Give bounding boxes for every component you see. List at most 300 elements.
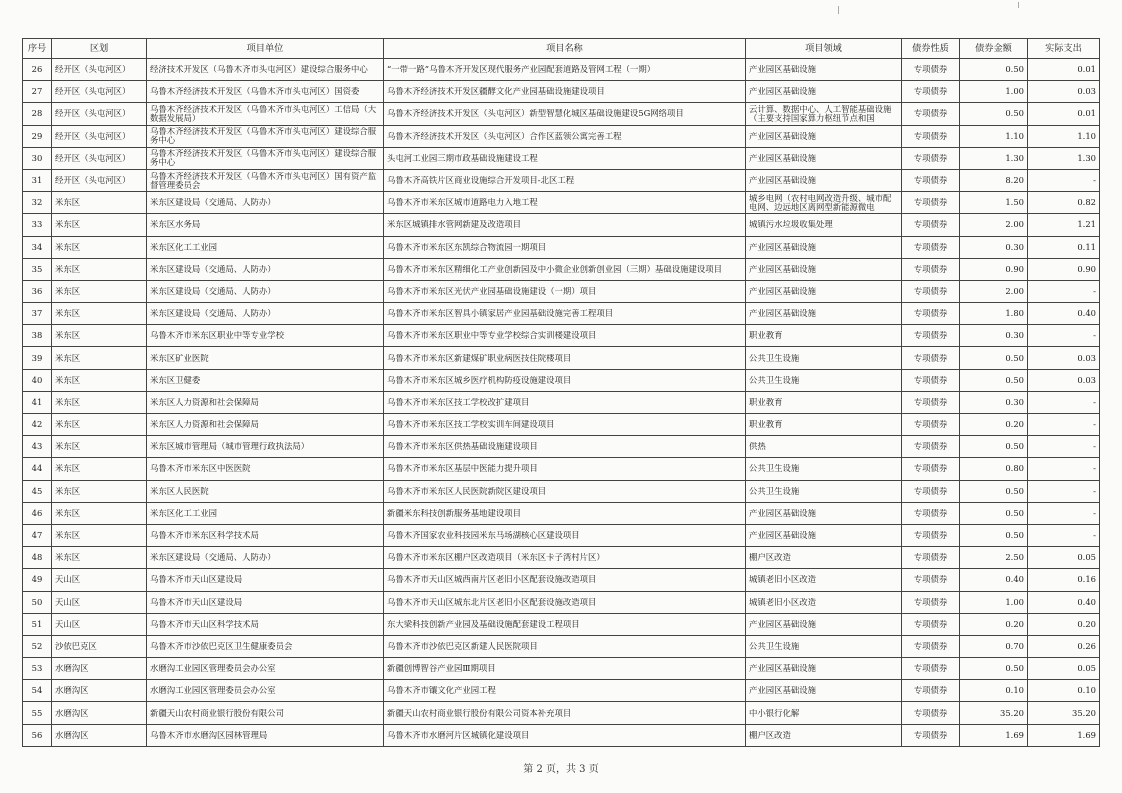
cell-text: 新疆米东科技创新服务基地建设项目	[387, 508, 521, 518]
cell-text: 34	[31, 242, 43, 252]
cell-text: 乌鲁木齐市天山区科学技术局	[150, 619, 259, 629]
district-cell	[52, 658, 147, 680]
cell-text: 0.50	[1005, 353, 1024, 363]
project-unit-cell	[147, 547, 384, 569]
header-cell: 项目领域	[746, 39, 902, 59]
row-number-cell	[23, 125, 52, 147]
district-cell	[52, 591, 147, 613]
cell-text: 56	[31, 730, 43, 740]
row-number-cell	[23, 391, 52, 413]
project-field-cell	[746, 414, 902, 436]
project-unit-cell	[147, 458, 384, 480]
project-field-cell	[746, 169, 902, 191]
cell-text: 经济技术开发区（乌鲁木齐市头屯河区）建设综合服务中心	[150, 65, 368, 75]
cell-text: 乌鲁木齐市天山区城西南片区老旧小区配套设施改造项目	[387, 575, 597, 585]
cell-text: 新疆创博智谷产业园Ⅲ期项目	[387, 664, 496, 674]
cell-text: 0.01	[1077, 109, 1096, 119]
actual-spend-cell	[1028, 192, 1100, 214]
project-field-cell	[746, 347, 902, 369]
cell-text: 产业园区基础设施	[749, 686, 816, 696]
table-row	[23, 369, 1100, 391]
cell-text: 46	[31, 508, 43, 518]
project-name-cell	[384, 303, 746, 325]
project-field-cell	[746, 214, 902, 236]
cell-text: 专项债券	[913, 65, 948, 75]
cell-text: 1.10	[1005, 131, 1024, 141]
cell-text: 米东区	[55, 486, 81, 496]
district-cell	[52, 436, 147, 458]
cell-text: 0.50	[1005, 508, 1024, 518]
table-row	[23, 347, 1100, 369]
cell-text: 专项债券	[913, 286, 948, 296]
cell-text: 乌鲁木齐市米东区基层中医能力提升项目	[387, 464, 538, 474]
row-number-cell	[23, 613, 52, 635]
cell-text: 经开区（头屯河区）	[55, 176, 131, 186]
cell-text: 水磨沟区	[55, 686, 89, 696]
table-row	[23, 480, 1100, 502]
table-row	[23, 303, 1100, 325]
project-unit-cell	[147, 214, 384, 236]
actual-spend-cell	[1028, 103, 1100, 125]
bond-type-cell	[902, 702, 960, 724]
cell-text: 职业教育	[749, 331, 783, 341]
cell-text: 专项债券	[913, 397, 948, 407]
cell-text: 乌鲁木齐市镶文化产业园工程	[387, 686, 496, 696]
cell-text: 0.16	[1077, 575, 1096, 585]
bond-type-cell	[902, 658, 960, 680]
table-row	[23, 702, 1100, 724]
cell-text: 乌鲁木齐市米东区技工学校实训车间建设项目	[387, 420, 555, 430]
cell-text: 米东区	[55, 531, 81, 541]
cell-text: 米东区	[55, 553, 81, 563]
cell-text: 公共卫生设施	[749, 375, 800, 385]
project-unit-cell	[147, 280, 384, 302]
cell-text: 棚户区改造	[749, 730, 791, 740]
district-cell	[52, 192, 147, 214]
bond-amount-cell	[960, 236, 1028, 258]
table-row	[23, 236, 1100, 258]
bond-amount-cell	[960, 569, 1028, 591]
cell-text: 天山区	[55, 619, 81, 629]
debt-project-table	[22, 38, 1100, 747]
project-unit-cell	[147, 169, 384, 191]
district-cell	[52, 480, 147, 502]
bond-amount-cell	[960, 103, 1028, 125]
cell-text: -	[1093, 531, 1096, 541]
district-cell	[52, 369, 147, 391]
cell-text: 0.05	[1077, 553, 1096, 563]
project-field-cell	[746, 436, 902, 458]
cell-text: 水磨沟工业园区管理委员会办公室	[150, 664, 276, 674]
cell-text: 专项债券	[913, 575, 948, 585]
header-cell: 项目名称	[384, 39, 746, 59]
row-number-cell	[23, 724, 52, 746]
cell-text: 经开区（头屯河区）	[55, 109, 131, 119]
bond-amount-cell	[960, 81, 1028, 103]
project-name-cell	[384, 103, 746, 125]
scan-mark	[1018, 2, 1019, 8]
table-row	[23, 635, 1100, 657]
bond-amount-cell	[960, 613, 1028, 635]
project-name-cell	[384, 214, 746, 236]
cell-text: 38	[31, 331, 43, 341]
project-field-cell	[746, 724, 902, 746]
scan-mark	[838, 6, 839, 14]
table-row	[23, 59, 1100, 81]
cell-text: 天山区	[55, 597, 81, 607]
project-field-cell	[746, 569, 902, 591]
cell-text: 米东区	[55, 331, 81, 341]
cell-text: 乌鲁木齐经济技术开发区（乌鲁木齐市头屯河区）国有资产监督管理委员会	[150, 171, 377, 190]
cell-text: 专项债券	[913, 686, 948, 696]
cell-text: 专项债券	[913, 619, 948, 629]
district-cell	[52, 414, 147, 436]
cell-text: 乌鲁木齐市米东区棚户区改造项目（米东区卡子湾村片区）	[387, 553, 605, 563]
actual-spend-cell	[1028, 59, 1100, 81]
district-cell	[52, 569, 147, 591]
district-cell	[52, 325, 147, 347]
table-row	[23, 81, 1100, 103]
cell-text: 产业园区基础设施	[749, 264, 816, 274]
table-row	[23, 280, 1100, 302]
table-row	[23, 192, 1100, 214]
table-row	[23, 613, 1100, 635]
project-unit-cell	[147, 236, 384, 258]
cell-text: 职业教育	[749, 420, 783, 430]
district-cell	[52, 169, 147, 191]
project-name-cell	[384, 280, 746, 302]
project-field-cell	[746, 125, 902, 147]
actual-spend-cell	[1028, 436, 1100, 458]
bond-amount-cell	[960, 258, 1028, 280]
district-cell	[52, 347, 147, 369]
project-unit-cell	[147, 103, 384, 125]
header-cell: 序号	[23, 39, 52, 59]
bond-type-cell	[902, 125, 960, 147]
cell-text: 0.50	[1005, 664, 1024, 674]
cell-text: -	[1093, 176, 1096, 186]
header-cell: 区划	[52, 39, 147, 59]
table-row	[23, 414, 1100, 436]
cell-text: 0.90	[1005, 264, 1024, 274]
district-cell	[52, 236, 147, 258]
cell-text: 水磨沟区	[55, 730, 89, 740]
table-row	[23, 569, 1100, 591]
cell-text: 城镇老旧小区改造	[749, 575, 816, 585]
district-cell	[52, 125, 147, 147]
cell-text: 2.00	[1005, 286, 1024, 296]
cell-text: 44	[31, 464, 43, 474]
table-row	[23, 325, 1100, 347]
cell-text: 乌鲁木齐市沙依巴克区卫生健康委员会	[150, 641, 293, 651]
cell-text: 乌鲁木齐市米东区职业中等专业学校	[150, 331, 284, 341]
cell-text: 米东区	[55, 353, 81, 363]
project-name-cell	[384, 436, 746, 458]
cell-text: 专项债券	[913, 664, 948, 674]
cell-text: 经开区（头屯河区）	[55, 131, 131, 141]
cell-text: 0.20	[1005, 420, 1024, 430]
project-field-cell	[746, 658, 902, 680]
actual-spend-cell	[1028, 169, 1100, 191]
bond-type-cell	[902, 192, 960, 214]
table-row	[23, 147, 1100, 169]
cell-text: -	[1093, 286, 1096, 296]
cell-text: 公共卫生设施	[749, 353, 800, 363]
cell-text: 0.26	[1077, 641, 1096, 651]
district-cell	[52, 702, 147, 724]
row-number-cell	[23, 591, 52, 613]
cell-text: 米东区卫健委	[150, 375, 201, 385]
actual-spend-cell	[1028, 502, 1100, 524]
project-name-cell	[384, 391, 746, 413]
cell-text: 公共卫生设施	[749, 641, 800, 651]
header-cell: 债券金额	[960, 39, 1028, 59]
table-row	[23, 724, 1100, 746]
project-unit-cell	[147, 258, 384, 280]
cell-text: 米东区	[55, 220, 81, 230]
row-number-cell	[23, 436, 52, 458]
project-unit-cell	[147, 147, 384, 169]
project-name-cell	[384, 258, 746, 280]
bond-amount-cell	[960, 414, 1028, 436]
cell-text: 乌鲁木齐市米东区人民医院新院区建设项目	[387, 486, 547, 496]
project-unit-cell	[147, 480, 384, 502]
cell-text: 0.50	[1005, 65, 1024, 75]
cell-text: 产业园区基础设施	[749, 131, 816, 141]
header-cell: 项目单位	[147, 39, 384, 59]
cell-text: 米东区	[55, 442, 81, 452]
project-name-cell	[384, 125, 746, 147]
cell-text: 0.90	[1077, 264, 1096, 274]
table-row	[23, 258, 1100, 280]
cell-text: 1.69	[1077, 730, 1096, 740]
row-number-cell	[23, 347, 52, 369]
cell-text: 乌鲁木齐市米东区智具小镇家居产业园基础设施完善工程项目	[387, 309, 614, 319]
row-number-cell	[23, 147, 52, 169]
cell-text: 米东区人力资源和社会保障局	[150, 420, 259, 430]
cell-text: 米东区	[55, 397, 81, 407]
bond-type-cell	[902, 303, 960, 325]
cell-text: 0.03	[1077, 353, 1096, 363]
project-field-cell	[746, 280, 902, 302]
bond-amount-cell	[960, 591, 1028, 613]
project-name-cell	[384, 369, 746, 391]
cell-text: 35.20	[1072, 708, 1096, 718]
cell-text: 乌鲁木齐经济技术开发区疆酵文化产业园基础设施建设项目	[387, 87, 605, 97]
project-name-cell	[384, 236, 746, 258]
cell-text: 东大梁科技创新产业园及基础设施配套建设工程项目	[387, 619, 580, 629]
project-field-cell	[746, 258, 902, 280]
project-unit-cell	[147, 635, 384, 657]
district-cell	[52, 258, 147, 280]
row-number-cell	[23, 480, 52, 502]
actual-spend-cell	[1028, 81, 1100, 103]
cell-text: 新疆天山农村商业银行股份有限公司资本补充项目	[387, 708, 572, 718]
cell-text: 新疆天山农村商业银行股份有限公司	[150, 708, 284, 718]
cell-text: 1.69	[1005, 730, 1024, 740]
project-field-cell	[746, 458, 902, 480]
cell-text: 经开区（头屯河区）	[55, 153, 131, 163]
project-name-cell	[384, 702, 746, 724]
bond-amount-cell	[960, 280, 1028, 302]
cell-text: 专项债券	[913, 375, 948, 385]
district-cell	[52, 214, 147, 236]
cell-text: 专项债券	[913, 309, 948, 319]
cell-text: 49	[31, 575, 43, 585]
table-body	[23, 59, 1100, 747]
cell-text: 0.50	[1005, 109, 1024, 119]
actual-spend-cell	[1028, 414, 1100, 436]
bond-type-cell	[902, 280, 960, 302]
project-unit-cell	[147, 391, 384, 413]
table-row	[23, 103, 1100, 125]
cell-text: 专项债券	[913, 264, 948, 274]
project-name-cell	[384, 547, 746, 569]
bond-amount-cell	[960, 702, 1028, 724]
cell-text: 47	[31, 531, 43, 541]
project-field-cell	[746, 480, 902, 502]
project-name-cell	[384, 81, 746, 103]
project-field-cell	[746, 591, 902, 613]
header-cell: 实际支出	[1028, 39, 1100, 59]
row-number-cell	[23, 81, 52, 103]
cell-text: 35.20	[1000, 708, 1024, 718]
actual-spend-cell	[1028, 280, 1100, 302]
bond-amount-cell	[960, 303, 1028, 325]
cell-text: 米东区建设局（交通局、人防办）	[150, 264, 276, 274]
cell-text: 职业教育	[749, 397, 783, 407]
cell-text: 45	[31, 486, 43, 496]
bond-amount-cell	[960, 480, 1028, 502]
bond-amount-cell	[960, 325, 1028, 347]
cell-text: 水磨沟区	[55, 708, 89, 718]
cell-text: 29	[31, 131, 43, 141]
cell-text: 乌鲁木齐市天山区城东北片区老旧小区配套设施改造项目	[387, 597, 597, 607]
bond-amount-cell	[960, 502, 1028, 524]
cell-text: 天山区	[55, 575, 81, 585]
actual-spend-cell	[1028, 613, 1100, 635]
cell-text: 0.10	[1077, 686, 1096, 696]
project-name-cell	[384, 458, 746, 480]
bond-type-cell	[902, 103, 960, 125]
cell-text: 城镇老旧小区改造	[749, 597, 816, 607]
project-field-cell	[746, 524, 902, 546]
cell-text: 米东区	[55, 508, 81, 518]
cell-text: 专项债券	[913, 420, 948, 430]
district-cell	[52, 635, 147, 657]
cell-text: 沙依巴克区	[55, 641, 97, 651]
cell-text: 1.00	[1005, 87, 1024, 97]
district-cell	[52, 303, 147, 325]
district-cell	[52, 680, 147, 702]
actual-spend-cell	[1028, 303, 1100, 325]
actual-spend-cell	[1028, 702, 1100, 724]
cell-text: 乌鲁木齐经济技术开发区（乌鲁木齐市头屯河区）建设综合服务中心	[150, 127, 377, 146]
cell-text: 28	[31, 109, 43, 119]
project-name-cell	[384, 347, 746, 369]
project-unit-cell	[147, 414, 384, 436]
cell-text: 0.40	[1077, 597, 1096, 607]
cell-text: 乌鲁木齐高铁片区商业设施综合开发项目-北区工程	[387, 176, 575, 186]
row-number-cell	[23, 236, 52, 258]
project-field-cell	[746, 192, 902, 214]
project-unit-cell	[147, 59, 384, 81]
cell-text: 31	[31, 176, 43, 186]
cell-text: 0.40	[1077, 309, 1096, 319]
row-number-cell	[23, 325, 52, 347]
table-row	[23, 658, 1100, 680]
project-name-cell	[384, 192, 746, 214]
district-cell	[52, 613, 147, 635]
table-row	[23, 214, 1100, 236]
cell-text: 乌鲁木齐经济技术开发区（乌鲁木齐市头屯河区）建设综合服务中心	[150, 149, 377, 168]
bond-type-cell	[902, 369, 960, 391]
project-name-cell	[384, 502, 746, 524]
cell-text: 0.05	[1077, 664, 1096, 674]
cell-text: 52	[31, 641, 43, 651]
cell-text: 0.01	[1077, 65, 1096, 75]
cell-text: 1.30	[1005, 153, 1024, 163]
cell-text: 0.20	[1077, 619, 1096, 629]
row-number-cell	[23, 524, 52, 546]
bond-amount-cell	[960, 724, 1028, 746]
cell-text: 专项债券	[913, 153, 948, 163]
cell-text: 米东区人力资源和社会保障局	[150, 397, 259, 407]
cell-text: 0.11	[1077, 242, 1096, 252]
project-field-cell	[746, 547, 902, 569]
cell-text: 乌鲁木齐国家农业科技园米东马场湖核心区建设项目	[387, 531, 580, 541]
cell-text: 乌鲁木齐市米东区中医医院	[150, 464, 251, 474]
district-cell	[52, 391, 147, 413]
actual-spend-cell	[1028, 369, 1100, 391]
row-number-cell	[23, 658, 52, 680]
table-row	[23, 125, 1100, 147]
project-name-cell	[384, 724, 746, 746]
bond-type-cell	[902, 391, 960, 413]
table-row	[23, 591, 1100, 613]
project-field-cell	[746, 103, 902, 125]
cell-text: 产业园区基础设施	[749, 309, 816, 319]
project-field-cell	[746, 369, 902, 391]
cell-text: 乌鲁木齐市沙依巴克区新建人民医院项目	[387, 641, 538, 651]
cell-text: -	[1093, 397, 1096, 407]
cell-text: 米东区	[55, 309, 81, 319]
cell-text: 专项债券	[913, 708, 948, 718]
cell-text: 26	[31, 65, 43, 75]
bond-type-cell	[902, 436, 960, 458]
table-row	[23, 502, 1100, 524]
cell-text: 41	[31, 397, 43, 407]
actual-spend-cell	[1028, 147, 1100, 169]
row-number-cell	[23, 635, 52, 657]
bond-amount-cell	[960, 547, 1028, 569]
project-name-cell	[384, 169, 746, 191]
bond-type-cell	[902, 680, 960, 702]
district-cell	[52, 81, 147, 103]
cell-text: 37	[31, 309, 43, 319]
cell-text: 乌鲁木齐市米东区科学技术局	[150, 531, 259, 541]
actual-spend-cell	[1028, 458, 1100, 480]
actual-spend-cell	[1028, 236, 1100, 258]
bond-amount-cell	[960, 391, 1028, 413]
cell-text: 0.03	[1077, 375, 1096, 385]
project-field-cell	[746, 502, 902, 524]
cell-text: 0.50	[1005, 486, 1024, 496]
cell-text: 专项债券	[913, 131, 948, 141]
bond-amount-cell	[960, 125, 1028, 147]
project-field-cell	[746, 391, 902, 413]
cell-text: 54	[31, 686, 43, 696]
